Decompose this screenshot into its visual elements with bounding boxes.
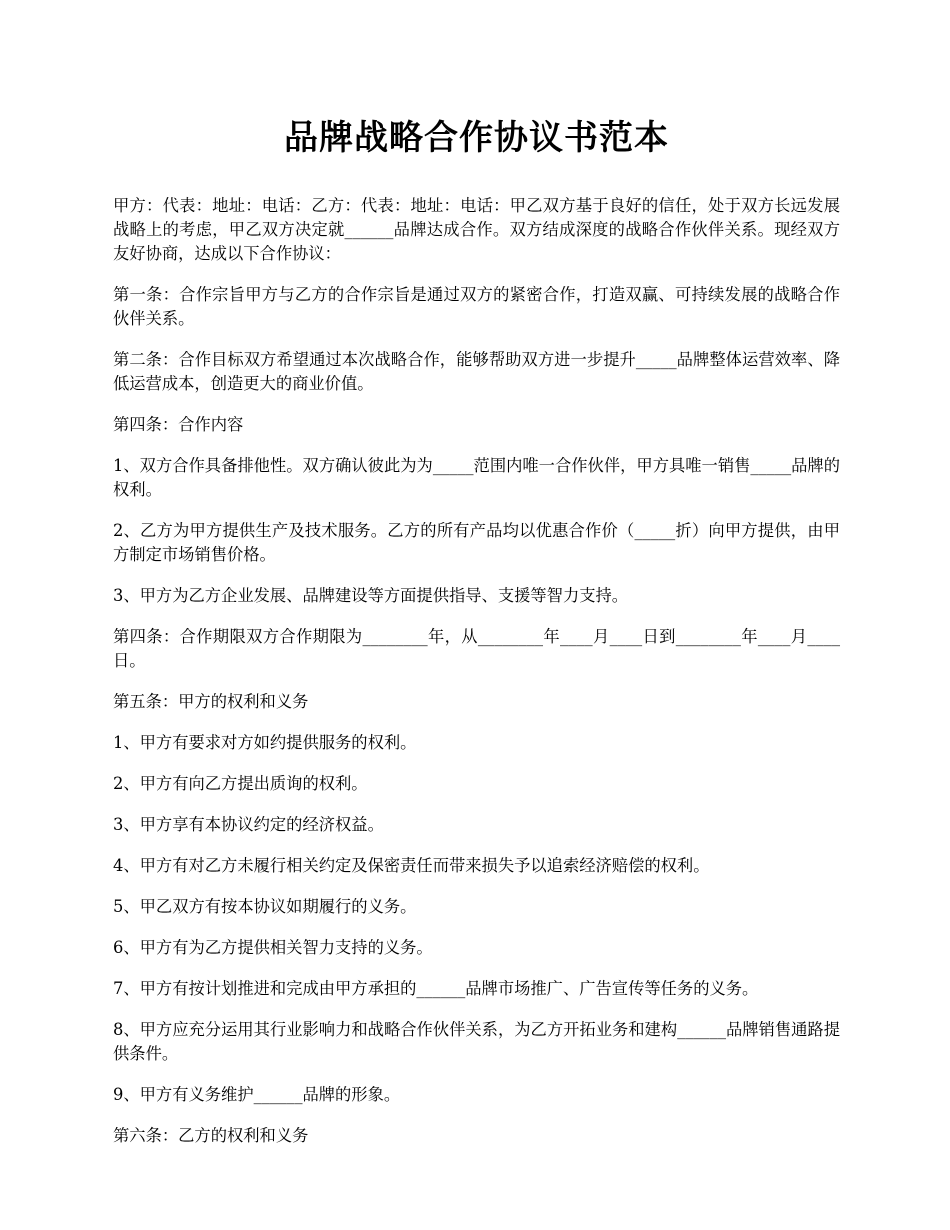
article-5-heading: 第五条：甲方的权利和义务 <box>113 692 309 711</box>
content-item-2: 2、乙方为甲方提供生产及技术服务。乙方的所有产品均以优惠合作价（_____折）向甲方提供，由甲方制定市场销售价格。 <box>113 521 840 564</box>
party-a-item-4: 4、甲方有对乙方未履行相关约定及保密责任而带来损失予以追索经济赔偿的权利。 <box>113 856 710 875</box>
article-4-term: 第四条：合作期限双方合作期限为________年，从________年____月____日到________年____月____日。 <box>113 627 840 670</box>
party-a-item-8: 8、甲方应充分运用其行业影响力和战略合作伙伴关系，为乙方开拓业务和建构______品牌销售通路提供条件。 <box>113 1020 840 1063</box>
preamble-paragraph: 甲方：代表：地址：电话：乙方：代表：地址：电话：甲乙双方基于良好的信任，处于双方长远发展战略上的考虑，甲乙双方决定就______品牌达成合作。双方结成深度的战略合作伙伴关系。现经双方友好协商，达成以下合作协议： <box>113 196 840 263</box>
content-item-3: 3、甲方为乙方企业发展、品牌建设等方面提供指导、支援等智力支持。 <box>113 586 629 605</box>
article-4-content-heading: 第四条：合作内容 <box>113 415 244 434</box>
document-page <box>113 112 840 1165</box>
party-a-item-5: 5、甲乙双方有按本协议如期履行的义务。 <box>113 897 417 916</box>
article-6-heading: 第六条：乙方的权利和义务 <box>113 1126 309 1145</box>
party-a-item-7: 7、甲方有按计划推进和完成由甲方承担的______品牌市场推广、广告宣传等任务的义务。 <box>113 979 759 998</box>
party-a-item-2: 2、甲方有向乙方提出质询的权利。 <box>113 774 368 793</box>
article-2-goal: 第二条：合作目标双方希望通过本次战略合作，能够帮助双方进一步提升_____品牌整体运营效率、降低运营成本，创造更大的商业价值。 <box>113 350 840 393</box>
party-a-item-3: 3、甲方享有本协议约定的经济权益。 <box>113 815 384 834</box>
document-title: 品牌战略合作协议书范本 <box>284 118 669 158</box>
content-item-1: 1、双方合作具备排他性。双方确认彼此为为_____范围内唯一合作伙伴，甲方具唯一销售_____品牌的权利。 <box>113 456 840 499</box>
party-a-item-9: 9、甲方有义务维护______品牌的形象。 <box>113 1085 401 1104</box>
party-a-item-6: 6、甲方有为乙方提供相关智力支持的义务。 <box>113 938 433 957</box>
party-a-item-1: 1、甲方有要求对方如约提供服务的权利。 <box>113 733 417 752</box>
article-1-purpose: 第一条：合作宗旨甲方与乙方的合作宗旨是通过双方的紧密合作，打造双赢、可持续发展的战略合作伙伴关系。 <box>113 285 840 328</box>
